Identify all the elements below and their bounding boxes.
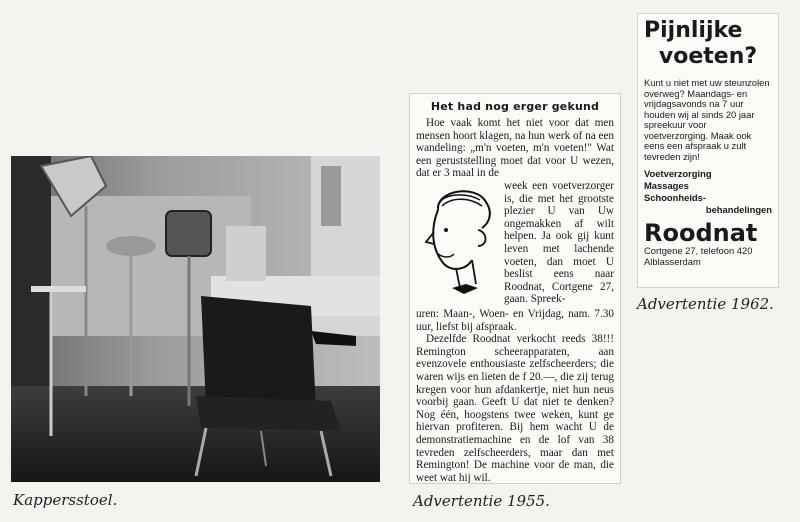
ad-1962-caption: Advertentie 1962. (637, 295, 774, 313)
advertisement-1962 (637, 13, 779, 288)
service-massages: Massages (644, 180, 689, 191)
ad-1962-headline-2: voeten? (658, 44, 758, 69)
ad-1955-caption: Advertentie 1955. (413, 492, 550, 510)
advertisement-1955 (409, 93, 621, 484)
ad-1955-intro: Hoe vaak komt het niet voor dat men mensen hoort klagen, na hun werk of na een wandeling: „m'n voeten, m'n voeten!" Wat een geruststelling moet dat voor U wezen, dat er 3 maal in de (416, 117, 614, 180)
ad-1955-heading: Het had nog erger gekund (430, 100, 600, 113)
ad-1955-side-text: week een voetverzorger is, die met het grootste plezier U van Uw ongemakken af wilt helpen. Ja ook gij kunt leven met lachende voeten, dan moet U beslist eens naar Roodnat, Cortgene 27, gaan. Spreek- (504, 179, 614, 306)
ad-1962-brand: Roodnat (644, 219, 758, 247)
barber-chair-photo (11, 156, 380, 482)
service-beauty-1: Schoonheids- (644, 192, 706, 203)
man-portrait-illustration (416, 180, 500, 308)
ad-1962-address-2: Alblasserdam (644, 255, 701, 267)
ad-1962-services (644, 168, 772, 216)
service-beauty-2: behandelingen (705, 204, 772, 215)
ad-1955-hours: uren: Maan-, Woen- en Vrijdag, nam. 7.30 uur, liefst bij afspraak. (416, 307, 614, 333)
photo-caption: Kappersstoel. (13, 491, 118, 509)
service-foot-care: Voetverzorging (644, 168, 712, 179)
ad-1962-body: Kunt u niet met uw steunzolen overweg? Maandags- en vrijdagsavonds na 7 uur houden wij al sinds 20 jaar spreekuur voor voetverzorging. Maak ook eens een afspraak u zult tevreden zijn! (644, 77, 770, 162)
ad-1955-paragraph-2: Dezelfde Roodnat verkocht reeds 38!!! Remington scheerapparaten, aan evenzovele enthousiaste zelfscheerders; die waren wijs en lieten de f 20.—, die zij terug kregen voor hun afdankertje, niet hun neus voorbij gaan. Geeft U dat niet te denken? Nog één, hoogstens twee weken, kunt ge hiervan profiteren. Bij hem wacht U de demonstratiemachine en de lof van 38 tevreden zelfscheerders, maar dan met Remington! De machine voor de man, die weet wat hij wil. (416, 333, 614, 484)
ad-1962-headline-1: Pijnlijke (644, 18, 743, 43)
ad-1962-address-1: Cortgene 27, telefoon 420 (644, 245, 753, 256)
